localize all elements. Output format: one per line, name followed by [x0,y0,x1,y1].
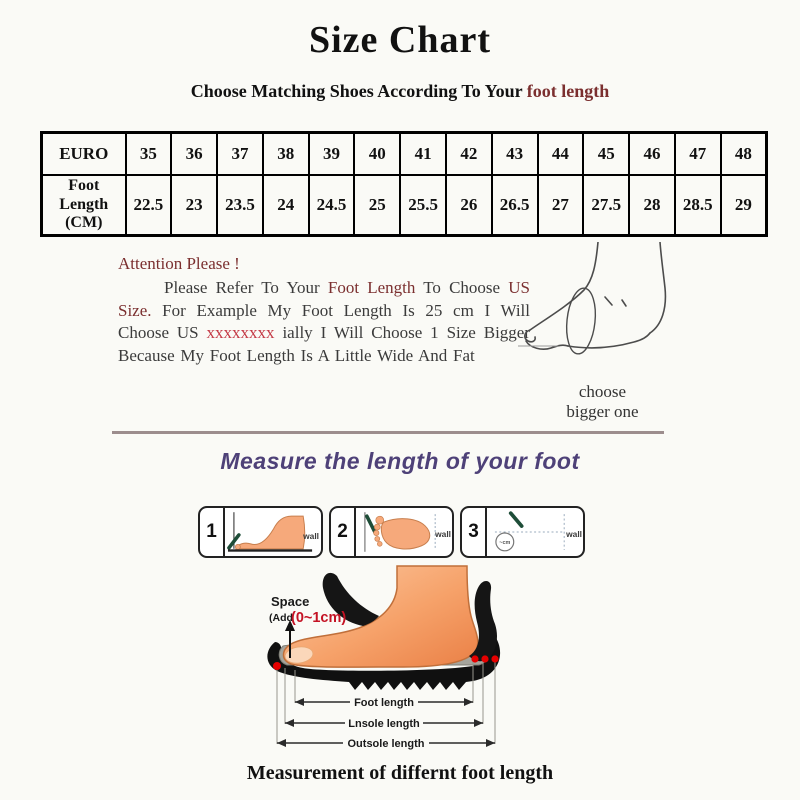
wall-label: wall [303,530,320,541]
footlength-header-cell: Foot Length (CM) [42,175,126,236]
footlength-cell: 24 [263,175,309,236]
step-3-illustration [487,508,583,556]
wall-label: wall [566,528,583,539]
attention-text: Please Refer To Your [164,278,328,297]
foot-side-shape [236,516,305,549]
foot-length-label: Foot length [354,697,414,709]
euro-size-cell: 48 [721,133,767,176]
step-2-illustration [356,508,452,556]
footlength-cell: 28.5 [675,175,721,236]
footlength-cell: 26 [446,175,492,236]
space-range-label: (0~1cm) [291,610,347,626]
step-panel-2 [329,506,454,558]
euro-size-cell: 45 [583,133,629,176]
outsole-length-label: Outsole length [347,738,425,750]
insole-length-label: Lnsole length [348,718,420,730]
cm-label: ~cm [499,539,511,546]
pencil-icon [367,516,375,532]
euro-size-cell: 38 [263,133,309,176]
sketch-instep-line [530,242,598,330]
euro-size-cell: 37 [217,133,263,176]
size-table [40,131,768,237]
footlength-cell: 27.5 [583,175,629,236]
attention-redacted-x: xxxxxxxx [206,323,275,342]
note-line: choose [578,382,627,401]
measure-heading: Measure the length of your foot [220,448,580,474]
step-number: 2 [331,508,356,556]
space-label: Space [271,594,310,609]
euro-size-cell: 44 [538,133,584,176]
step-2-art [356,508,452,556]
footlength-cell: 24.5 [309,175,355,236]
page-subtitle [0,81,800,102]
attention-heading: Attention Please ! [118,254,240,273]
section-divider [112,431,664,434]
sketch-girth-ellipse [564,287,599,356]
footlength-cell: 26.5 [492,175,538,236]
wall-label: wall [435,528,452,539]
sketch-sole-line [568,333,650,348]
step-number: 3 [462,508,487,556]
shoe-measure-diagram [233,562,568,760]
euro-size-cell: 39 [309,133,355,176]
table-row-footlength [42,175,767,236]
footlength-cell: 22.5 [126,175,172,236]
floor-line [228,549,312,551]
sketch-ankle-ticks [605,297,626,306]
subtitle-highlight: foot length [526,81,610,101]
measure-steps [198,506,585,558]
footprint-shape [381,519,429,549]
note-line: bigger one [566,402,639,421]
euro-size-cell: 36 [171,133,217,176]
footlength-cell: 25 [354,175,400,236]
step-panel-3 [460,506,585,558]
attention-text: ially I Will Choose 1 Size Bigger Because My Foot Length Is A Little Wide And Fat [118,323,531,365]
subtitle-text: Choose Matching Shoes According To Your [190,81,527,101]
attention-foot-length: Foot Length [327,278,416,297]
step-panel-1 [198,506,323,558]
footlength-cell: 23 [171,175,217,236]
euro-header-cell: EURO [42,133,126,176]
table-row-euro [42,133,767,176]
footlength-cell: 28 [629,175,675,236]
footlength-cell: 27 [538,175,584,236]
euro-size-cell: 42 [446,133,492,176]
sketch-heel-line [650,242,665,333]
attention-paragraph [118,277,530,367]
pencil-icon [511,513,522,526]
footlength-cell: 29 [721,175,767,236]
choose-bigger-note [520,382,685,422]
euro-size-cell: 41 [400,133,446,176]
sketch-toe [525,330,535,342]
bottom-caption: Measurement of differnt foot length [246,762,554,784]
foot-toe [235,544,240,549]
step-number: 1 [200,508,225,556]
attention-block [118,254,530,367]
step-1-art [225,508,321,556]
euro-size-cell: 43 [492,133,538,176]
attention-text: For Example My Foot Length Is 25 cm I Will Choose US [118,300,530,342]
space-add-label: (Add [269,612,293,624]
page-title: Size Chart [308,19,492,61]
foot-sketch-illustration [518,242,703,377]
step-3-art [487,508,583,556]
footlength-cell: 25.5 [400,175,446,236]
attention-us-size: US Size. [118,278,530,320]
euro-size-cell: 40 [354,133,400,176]
euro-size-cell: 46 [629,133,675,176]
footlength-cell: 23.5 [217,175,263,236]
euro-size-cell: 47 [675,133,721,176]
euro-size-cell: 35 [126,133,172,176]
attention-text: To Choose [415,278,509,297]
step-1-illustration [225,508,321,556]
